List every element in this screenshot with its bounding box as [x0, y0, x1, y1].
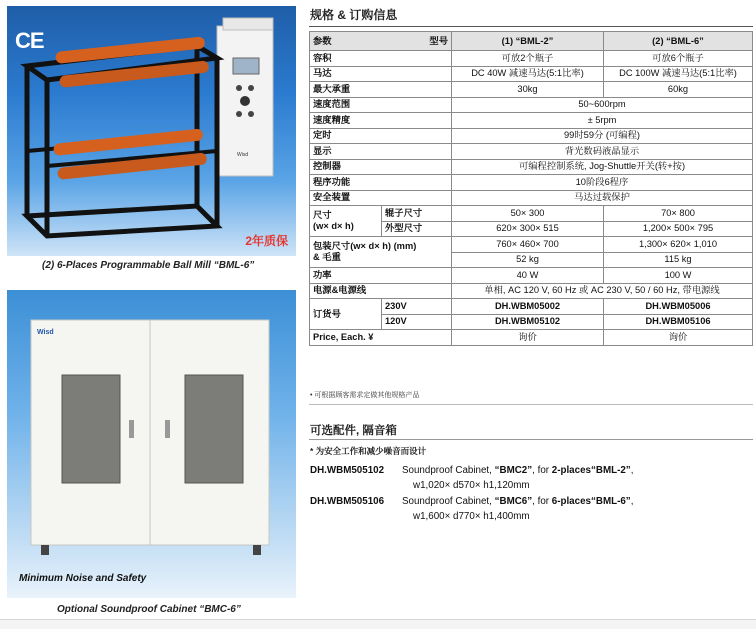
order-row-120v: 120V DH.WBM05102 DH.WBM05106	[310, 314, 753, 330]
table-row: 控制器 可编程控制系统, Jog-Shuttle开关(转+按)	[310, 159, 753, 175]
table-row: 马达 DC 40W 减速马达(5:1比率) DC 100W 减速马达(5:1比率)	[310, 66, 753, 82]
accessory-item-bmc6: DH.WBM505106 Soundproof Cabinet, “BMC6”, for 6-places“BML-6”, w1,600× d770× h1,400mm	[310, 496, 634, 522]
col-bml2-header: (1) “BML-2”	[452, 32, 604, 51]
pack-row-weight: 52 kg 115 kg	[310, 252, 753, 268]
pack-label: 包装尺寸(w× d× h) (mm) & 毛重	[310, 237, 452, 268]
cabinet-inset-text: Minimum Noise and Safety	[19, 573, 147, 584]
table-row: 安全装置 马达过载保护	[310, 190, 753, 206]
table-row: 程序功能 10阶段6程序	[310, 175, 753, 191]
cabinet-caption: Optional Soundproof Cabinet “BMC-6”	[57, 604, 241, 615]
table-row: 最大承重 30kg 60kg	[310, 82, 753, 98]
custom-spec-note: • 可根据顾客需求定做其他规格产品	[310, 392, 420, 399]
spec-header-row	[310, 32, 753, 51]
ball-mill-photo	[7, 6, 296, 256]
electric-row: 电源&电源线 单相, AC 120 V, 60 Hz 或 AC 230 V, 50 / 60 Hz, 带电源线	[310, 283, 753, 299]
col-bml6-header: (2) “BML-6”	[604, 32, 753, 51]
table-row: 容积 可放2个瓶子 可放6个瓶子	[310, 51, 753, 67]
size-label: 尺寸 (w× d× h)	[310, 206, 382, 237]
accessories-title: 可选配件, 隔音箱	[310, 425, 397, 437]
title-divider	[309, 26, 753, 27]
ball-mill-caption: (2) 6-Places Programmable Ball Mill “BML-6”	[42, 260, 255, 271]
table-row: 定时 99时59分 (可编程)	[310, 128, 753, 144]
power-row: 功率 40 W 100 W	[310, 268, 753, 284]
section-divider	[309, 404, 753, 405]
price-row: Price, Each. ¥ 询价 询价	[310, 330, 753, 346]
soundproof-cabinet-photo	[7, 290, 296, 598]
pack-row-dim: 包装尺寸(w× d× h) (mm) & 毛重 760× 460× 700 1,300× 620× 1,010	[310, 237, 753, 253]
accessories-note: * 为安全工作和减少噪音而设计	[310, 446, 427, 456]
size-row-roller: 尺寸 (w× d× h) 辊子尺寸 50× 300 70× 800	[310, 206, 753, 222]
order-row-230v: 订货号 230V DH.WBM05002 DH.WBM05006	[310, 299, 753, 315]
table-row: 显示 背光数码液晶显示	[310, 144, 753, 160]
spec-table	[309, 31, 753, 346]
order-label: 订货号	[310, 299, 382, 330]
param-model-header: 参数 型号	[310, 32, 452, 51]
table-row: 速度范围 50~600rpm	[310, 97, 753, 113]
cabinet-illustration	[7, 290, 296, 598]
accessories-divider	[309, 439, 753, 440]
mill-panel-label: Wisd	[237, 152, 249, 158]
warranty-badge: 2年质保	[245, 234, 288, 248]
cabinet-logo: Wisd	[37, 329, 54, 336]
ball-mill-illustration	[7, 6, 296, 256]
accessory-item-bmc2: DH.WBM505102 Soundproof Cabinet, “BMC2”, for 2-places“BML-2”, w1,020× d570× h1,120mm	[310, 465, 634, 491]
ce-mark-logo: CE	[15, 28, 44, 53]
size-row-outer: 外型尺寸 620× 300× 515 1,200× 500× 795	[310, 221, 753, 237]
table-row: 速度精度 ± 5rpm	[310, 113, 753, 129]
spec-section-title: 规格 & 订购信息	[310, 8, 398, 22]
